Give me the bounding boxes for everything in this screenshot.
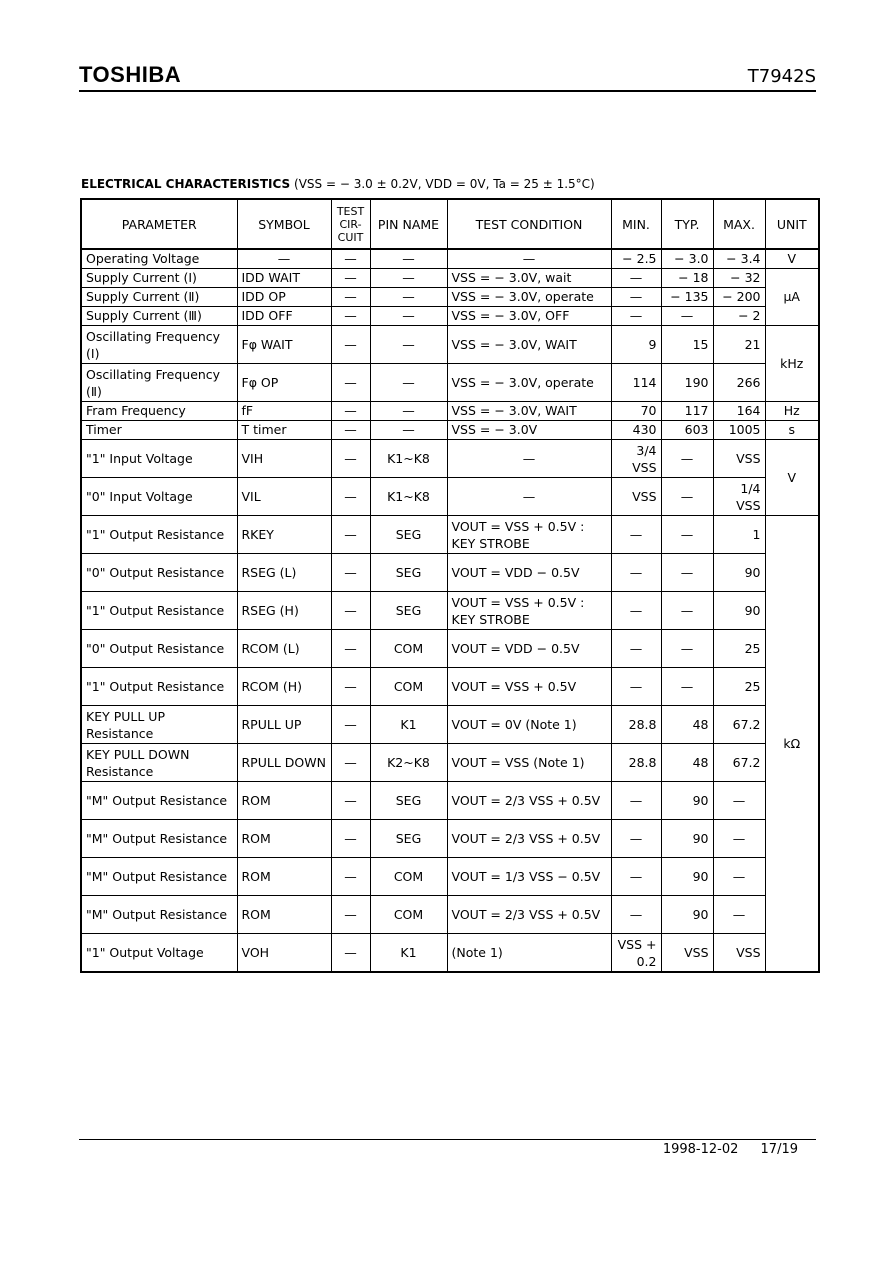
cell-circuit: —: [331, 421, 370, 440]
cell-cond: VOUT = VSS + 0.5V: [447, 668, 611, 706]
cell-max: —: [713, 782, 765, 820]
cell-symbol: IDD WAIT: [237, 269, 331, 288]
cell-pin: —: [370, 421, 447, 440]
cell-typ: VSS: [661, 934, 713, 973]
cell-pin: —: [370, 249, 447, 269]
footer: [645, 1142, 798, 1157]
cell-cond: VOUT = VDD − 0.5V: [447, 554, 611, 592]
cell-min: 114: [611, 364, 661, 402]
cell-symbol: RSEG (H): [237, 592, 331, 630]
cell-symbol: RSEG (L): [237, 554, 331, 592]
cell-param: "0" Input Voltage: [81, 478, 237, 516]
cell-max: 90: [713, 554, 765, 592]
cell-param: KEY PULL DOWN Resistance: [81, 744, 237, 782]
cell-param: Operating Voltage: [81, 249, 237, 269]
cell-min: —: [611, 592, 661, 630]
cell-pin: COM: [370, 630, 447, 668]
cell-unit: V: [765, 249, 819, 269]
column-header: UNIT: [765, 199, 819, 249]
cell-typ: 90: [661, 896, 713, 934]
cell-typ: —: [661, 440, 713, 478]
table-row: [81, 516, 819, 554]
table-row: [81, 934, 819, 973]
cell-symbol: RCOM (L): [237, 630, 331, 668]
cell-circuit: —: [331, 668, 370, 706]
cell-pin: K1: [370, 934, 447, 973]
cell-circuit: —: [331, 896, 370, 934]
cell-circuit: —: [331, 269, 370, 288]
cell-typ: − 3.0: [661, 249, 713, 269]
cell-pin: —: [370, 402, 447, 421]
cell-circuit: —: [331, 706, 370, 744]
cell-min: —: [611, 516, 661, 554]
cell-symbol: Fφ WAIT: [237, 326, 331, 364]
cell-max: − 32: [713, 269, 765, 288]
cell-symbol: RPULL DOWN: [237, 744, 331, 782]
table-row: [81, 307, 819, 326]
cell-cond: VSS = − 3.0V: [447, 421, 611, 440]
cell-min: —: [611, 896, 661, 934]
cell-min: —: [611, 554, 661, 592]
cell-typ: —: [661, 554, 713, 592]
cell-cond: —: [447, 478, 611, 516]
cell-param: KEY PULL UP Resistance: [81, 706, 237, 744]
caption-conditions: (VSS = − 3.0 ± 0.2V, VDD = 0V, Ta = 25 ± 1.5°C): [294, 177, 595, 191]
cell-min: —: [611, 630, 661, 668]
cell-unit: s: [765, 421, 819, 440]
table-body: [81, 249, 819, 972]
cell-max: 67.2: [713, 744, 765, 782]
column-header: SYMBOL: [237, 199, 331, 249]
cell-min: —: [611, 668, 661, 706]
cell-min: 28.8: [611, 744, 661, 782]
cell-max: —: [713, 858, 765, 896]
cell-unit: Hz: [765, 402, 819, 421]
cell-typ: 90: [661, 782, 713, 820]
cell-symbol: RPULL UP: [237, 706, 331, 744]
cell-symbol: VIL: [237, 478, 331, 516]
cell-max: 1: [713, 516, 765, 554]
cell-pin: SEG: [370, 782, 447, 820]
cell-max: VSS: [713, 440, 765, 478]
cell-typ: 90: [661, 820, 713, 858]
cell-unit: kΩ: [765, 516, 819, 973]
cell-min: 28.8: [611, 706, 661, 744]
cell-max: 164: [713, 402, 765, 421]
cell-typ: − 18: [661, 269, 713, 288]
cell-param: "0" Output Resistance: [81, 630, 237, 668]
cell-cond: VOUT = 0V (Note 1): [447, 706, 611, 744]
cell-cond: VOUT = 2/3 VSS + 0.5V: [447, 896, 611, 934]
cell-min: VSS: [611, 478, 661, 516]
table-header-row: [81, 199, 819, 249]
cell-cond: VOUT = VSS + 0.5V : KEY STROBE: [447, 516, 611, 554]
cell-pin: —: [370, 307, 447, 326]
table-row: [81, 402, 819, 421]
cell-typ: —: [661, 668, 713, 706]
cell-param: Fram Frequency: [81, 402, 237, 421]
cell-param: "0" Output Resistance: [81, 554, 237, 592]
cell-min: —: [611, 269, 661, 288]
column-header: TEST CIR-CUIT: [331, 199, 370, 249]
cell-min: 9: [611, 326, 661, 364]
part-number: T7942S: [747, 66, 816, 87]
table-row: [81, 478, 819, 516]
cell-cond: VSS = − 3.0V, operate: [447, 288, 611, 307]
cell-typ: —: [661, 516, 713, 554]
cell-typ: 15: [661, 326, 713, 364]
cell-max: —: [713, 820, 765, 858]
cell-cond: VSS = − 3.0V, operate: [447, 364, 611, 402]
cell-pin: K2~K8: [370, 744, 447, 782]
cell-typ: 603: [661, 421, 713, 440]
electrical-characteristics-table: [80, 198, 820, 973]
cell-unit: kHz: [765, 326, 819, 402]
cell-symbol: RKEY: [237, 516, 331, 554]
cell-typ: —: [661, 592, 713, 630]
table-row: [81, 896, 819, 934]
cell-pin: —: [370, 269, 447, 288]
cell-param: "1" Output Voltage: [81, 934, 237, 973]
cell-typ: —: [661, 630, 713, 668]
cell-symbol: IDD OP: [237, 288, 331, 307]
cell-cond: VOUT = VSS + 0.5V : KEY STROBE: [447, 592, 611, 630]
cell-pin: —: [370, 326, 447, 364]
cell-typ: 48: [661, 744, 713, 782]
cell-param: "1" Output Resistance: [81, 516, 237, 554]
cell-circuit: —: [331, 326, 370, 364]
table-row: [81, 269, 819, 288]
cell-cond: VOUT = 1/3 VSS − 0.5V: [447, 858, 611, 896]
cell-param: "M" Output Resistance: [81, 858, 237, 896]
cell-circuit: —: [331, 554, 370, 592]
cell-circuit: —: [331, 858, 370, 896]
footer-rule: [79, 1139, 816, 1140]
cell-max: 21: [713, 326, 765, 364]
column-header: TYP.: [661, 199, 713, 249]
header-rule: [79, 90, 816, 92]
column-header: MAX.: [713, 199, 765, 249]
cell-max: − 2: [713, 307, 765, 326]
cell-circuit: —: [331, 307, 370, 326]
cell-pin: SEG: [370, 592, 447, 630]
cell-typ: 117: [661, 402, 713, 421]
cell-min: 3/4 VSS: [611, 440, 661, 478]
cell-cond: —: [447, 440, 611, 478]
cell-pin: —: [370, 364, 447, 402]
cell-max: 25: [713, 630, 765, 668]
cell-cond: VSS = − 3.0V, OFF: [447, 307, 611, 326]
cell-circuit: —: [331, 478, 370, 516]
cell-min: —: [611, 288, 661, 307]
cell-circuit: —: [331, 440, 370, 478]
cell-typ: − 135: [661, 288, 713, 307]
cell-max: 25: [713, 668, 765, 706]
cell-min: VSS + 0.2: [611, 934, 661, 973]
table-row: [81, 782, 819, 820]
table-row: [81, 249, 819, 269]
cell-max: 1005: [713, 421, 765, 440]
column-header: MIN.: [611, 199, 661, 249]
cell-symbol: T timer: [237, 421, 331, 440]
table-row: [81, 554, 819, 592]
cell-circuit: —: [331, 516, 370, 554]
cell-param: "1" Input Voltage: [81, 440, 237, 478]
cell-symbol: ROM: [237, 896, 331, 934]
cell-min: —: [611, 307, 661, 326]
cell-circuit: —: [331, 744, 370, 782]
cell-circuit: —: [331, 364, 370, 402]
cell-symbol: Fφ OP: [237, 364, 331, 402]
cell-symbol: fF: [237, 402, 331, 421]
cell-pin: SEG: [370, 554, 447, 592]
cell-cond: VOUT = VDD − 0.5V: [447, 630, 611, 668]
table-row: [81, 421, 819, 440]
cell-symbol: IDD OFF: [237, 307, 331, 326]
cell-cond: VSS = − 3.0V, WAIT: [447, 402, 611, 421]
cell-cond: VOUT = 2/3 VSS + 0.5V: [447, 782, 611, 820]
cell-max: − 3.4: [713, 249, 765, 269]
cell-min: 430: [611, 421, 661, 440]
table-caption: [81, 177, 595, 191]
cell-pin: SEG: [370, 820, 447, 858]
cell-max: − 200: [713, 288, 765, 307]
footer-date: 1998-12-02: [662, 1142, 739, 1157]
table-row: [81, 858, 819, 896]
cell-circuit: —: [331, 592, 370, 630]
cell-circuit: —: [331, 782, 370, 820]
column-header: PARAMETER: [81, 199, 237, 249]
cell-circuit: —: [331, 402, 370, 421]
cell-symbol: VIH: [237, 440, 331, 478]
cell-param: "M" Output Resistance: [81, 820, 237, 858]
cell-min: —: [611, 858, 661, 896]
cell-typ: 190: [661, 364, 713, 402]
cell-param: Oscillating Frequency (Ⅱ): [81, 364, 237, 402]
cell-typ: —: [661, 307, 713, 326]
cell-pin: —: [370, 288, 447, 307]
cell-circuit: —: [331, 630, 370, 668]
cell-circuit: —: [331, 288, 370, 307]
column-header: PIN NAME: [370, 199, 447, 249]
cell-symbol: ROM: [237, 820, 331, 858]
cell-pin: K1: [370, 706, 447, 744]
cell-param: "M" Output Resistance: [81, 896, 237, 934]
cell-cond: (Note 1): [447, 934, 611, 973]
table-row: [81, 440, 819, 478]
table-row: [81, 288, 819, 307]
table-row: [81, 706, 819, 744]
table-row: [81, 744, 819, 782]
caption-title: ELECTRICAL CHARACTERISTICS: [81, 177, 291, 191]
table-row: [81, 364, 819, 402]
cell-typ: 90: [661, 858, 713, 896]
cell-pin: COM: [370, 896, 447, 934]
cell-min: − 2.5: [611, 249, 661, 269]
cell-param: Supply Current (Ⅱ): [81, 288, 237, 307]
cell-symbol: —: [237, 249, 331, 269]
cell-max: 266: [713, 364, 765, 402]
brand-logo: TOSHIBA: [79, 62, 182, 87]
cell-pin: K1~K8: [370, 440, 447, 478]
cell-pin: SEG: [370, 516, 447, 554]
cell-min: —: [611, 782, 661, 820]
cell-param: "M" Output Resistance: [81, 782, 237, 820]
cell-unit: μA: [765, 269, 819, 326]
footer-page: 17/19: [760, 1142, 798, 1157]
cell-cond: VOUT = VSS (Note 1): [447, 744, 611, 782]
column-header: TEST CONDITION: [447, 199, 611, 249]
cell-cond: VSS = − 3.0V, WAIT: [447, 326, 611, 364]
cell-pin: COM: [370, 668, 447, 706]
cell-pin: COM: [370, 858, 447, 896]
cell-max: 1/4 VSS: [713, 478, 765, 516]
cell-param: "1" Output Resistance: [81, 668, 237, 706]
cell-param: Timer: [81, 421, 237, 440]
cell-unit: V: [765, 440, 819, 516]
cell-typ: 48: [661, 706, 713, 744]
table-row: [81, 592, 819, 630]
table-row: [81, 630, 819, 668]
table-row: [81, 326, 819, 364]
cell-pin: K1~K8: [370, 478, 447, 516]
cell-circuit: —: [331, 934, 370, 973]
cell-max: —: [713, 896, 765, 934]
cell-symbol: RCOM (H): [237, 668, 331, 706]
cell-cond: —: [447, 249, 611, 269]
cell-param: Supply Current (Ⅰ): [81, 269, 237, 288]
cell-max: VSS: [713, 934, 765, 973]
cell-min: —: [611, 820, 661, 858]
cell-max: 90: [713, 592, 765, 630]
cell-symbol: ROM: [237, 858, 331, 896]
cell-param: Supply Current (Ⅲ): [81, 307, 237, 326]
cell-circuit: —: [331, 249, 370, 269]
cell-cond: VSS = − 3.0V, wait: [447, 269, 611, 288]
cell-symbol: ROM: [237, 782, 331, 820]
cell-max: 67.2: [713, 706, 765, 744]
cell-circuit: —: [331, 820, 370, 858]
cell-symbol: VOH: [237, 934, 331, 973]
cell-min: 70: [611, 402, 661, 421]
cell-param: Oscillating Frequency (Ⅰ): [81, 326, 237, 364]
cell-param: "1" Output Resistance: [81, 592, 237, 630]
table-row: [81, 668, 819, 706]
table-row: [81, 820, 819, 858]
cell-cond: VOUT = 2/3 VSS + 0.5V: [447, 820, 611, 858]
cell-typ: —: [661, 478, 713, 516]
